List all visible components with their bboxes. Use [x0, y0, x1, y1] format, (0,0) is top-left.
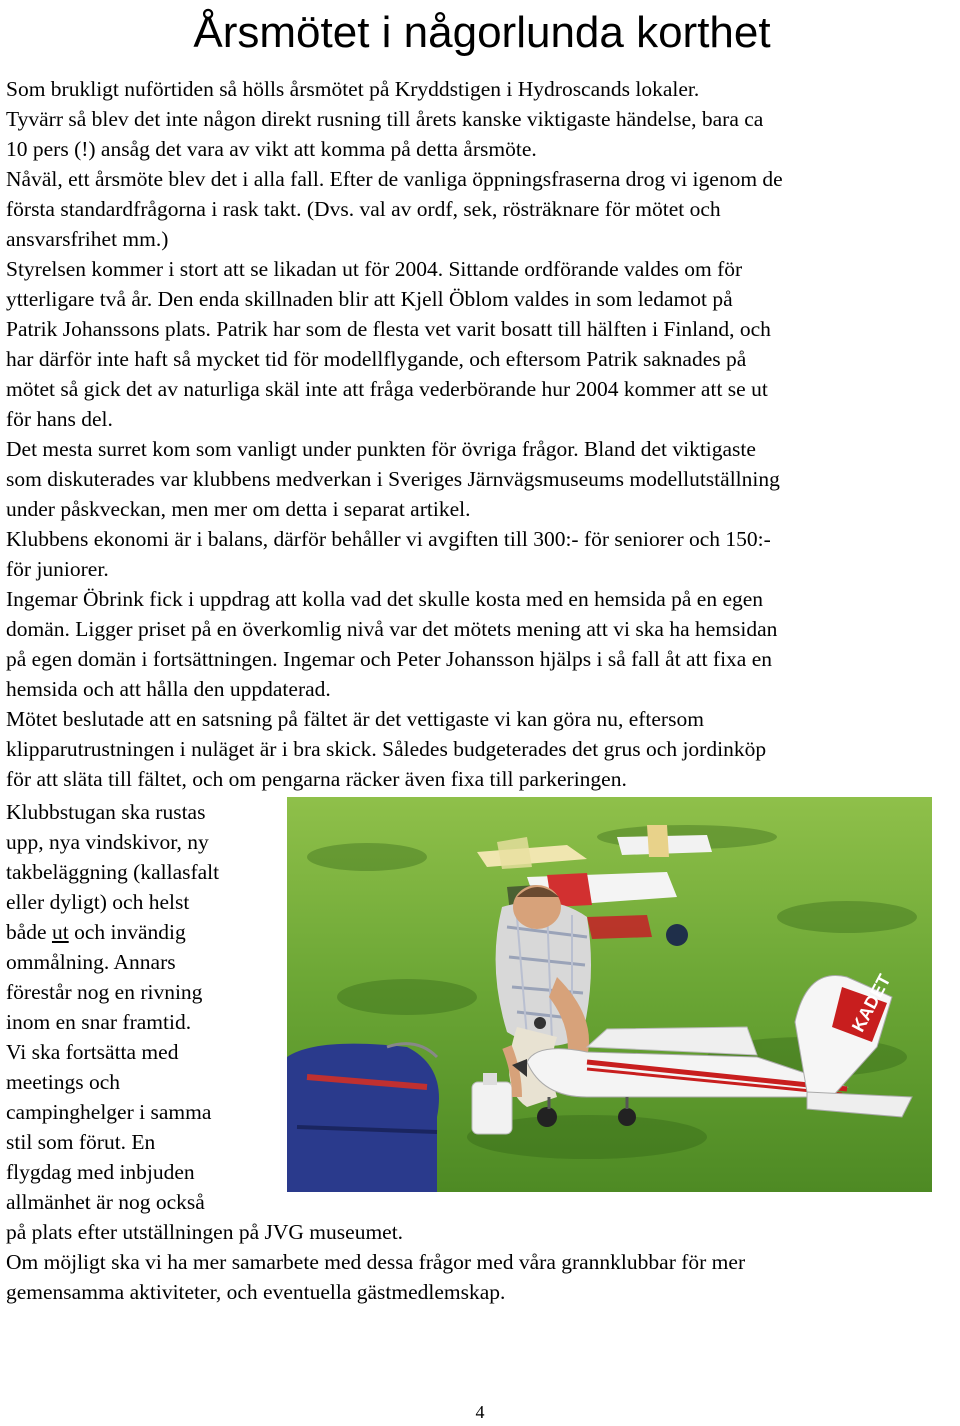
text-line: första standardfrågorna i rask takt. (Dvs. val av ordf, sek, rösträknare för mötet och [6, 197, 721, 221]
text-line: för juniorer. [6, 557, 109, 581]
text-line: gemensamma aktiviteter, och eventuella gästmedlemskap. [6, 1280, 506, 1304]
text-line: upp, nya vindskivor, ny [6, 830, 209, 854]
text-line: eller dyligt) och helst [6, 890, 190, 914]
intro-text [6, 74, 951, 794]
text-line: inom en snar framtid. [6, 1010, 192, 1034]
wing-text: KADET [847, 970, 895, 1036]
text-line: stil som förut. En [6, 1130, 156, 1154]
page-number: 4 [475, 1402, 485, 1422]
text-line: allmänhet är nog också [6, 1190, 205, 1214]
page-title [0, 4, 960, 62]
text-line: på plats efter utställningen på JVG museumet. [6, 1220, 404, 1244]
text-line: för att släta till fältet, och om pengarna räcker även fixa till parkeringen. [6, 767, 627, 791]
text-line: mötet så gick det av naturliga skäl inte att fråga vederbörande hur 2004 kommer att se ut [6, 377, 768, 401]
text-line: campinghelger i samma [6, 1100, 212, 1124]
text-line: förestår nog en rivning [6, 980, 203, 1004]
equipment-bag [287, 1044, 439, 1192]
text-line: för hans del. [6, 407, 113, 431]
text-line: 10 pers (!) ansåg det vara av vikt att komma på detta årsmöte. [6, 137, 537, 161]
text-fragment: både [6, 920, 52, 944]
text-line: flygdag med inbjuden [6, 1160, 195, 1184]
text-line: Mötet beslutade att en satsning på fältet är det vettigaste vi kan göra nu, eftersom [6, 707, 704, 731]
page-title-text: Årsmötet i någorlunda korthet [193, 8, 771, 57]
text-line: takbeläggning (kallasfalt [6, 860, 220, 884]
text-line: hemsida och att hålla den uppdaterad. [6, 677, 331, 701]
text-line: Ingemar Öbrink fick i uppdrag att kolla vad det skulle kosta med en hemsida på en egen [6, 587, 764, 611]
text-line: Nåväl, ett årsmöte blev det i alla fall. Efter de vanliga öppningsfraserna drog vi igenom de [6, 167, 783, 191]
text-fragment: och invändig [68, 920, 186, 944]
text-line: domän. Ligger priset på en överkomlig nivå var det mötets mening att vi ska ha hemsidan [6, 617, 778, 641]
text-line: ommålning. Annars [6, 950, 176, 974]
text-line: Styrelsen kommer i stort att se likadan ut för 2004. Sittande ordförande valdes om för [6, 257, 743, 281]
text-line: meetings och [6, 1070, 121, 1094]
text-line: på egen domän i fortsättningen. Ingemar och Peter Johansson hjälps i så fall åt att fixa en [6, 647, 773, 671]
text-line: Klubbens ekonomi är i balans, därför behåller vi avgiften till 300:- för seniorer och 150:- [6, 527, 771, 551]
underlined-word: ut [51, 920, 69, 944]
text-line: Som brukligt nuförtiden så hölls årsmötet på Kryddstigen i Hydroscands lokaler. [6, 77, 700, 101]
text-line: som diskuterades var klubbens medverkan i Sveriges Järnvägsmuseums modellutställning [6, 467, 780, 491]
text-line: Vi ska fortsätta med [6, 1040, 179, 1064]
text-line: under påskveckan, men mer om detta i separat artikel. [6, 497, 471, 521]
text-line: Klubbstugan ska rustas [6, 800, 206, 824]
model-plane-photo [287, 797, 932, 1192]
text-line: Det mesta surret kom som vanligt under punkten för övriga frågor. Bland det viktigaste [6, 437, 756, 461]
text-line: Patrik Johanssons plats. Patrik har som de flesta vet varit bosatt till hälften i Finland, och [6, 317, 771, 341]
text-line: ansvarsfrihet mm.) [6, 227, 169, 251]
fuel-jug [472, 1073, 512, 1134]
text-line: har därför inte haft så mycket tid för modellflygande, och eftersom Patrik saknades på [6, 347, 747, 371]
text-line: ytterligare två år. Den enda skillnaden blir att Kjell Öblom valdes in som ledamot på [6, 287, 733, 311]
text-line: klipparutrustningen i nuläget är i bra skick. Således budgeterades det grus och jordinköp [6, 737, 767, 761]
closing-text [6, 1217, 951, 1307]
text-line: Om möjligt ska vi ha mer samarbete med dessa frågor med våra grannklubbar för mer [6, 1250, 746, 1274]
text-line [6, 917, 276, 947]
text-line: Tyvärr så blev det inte någon direkt rusning till årets kanske viktigaste händelse, bara ca [6, 107, 764, 131]
left-column-text [6, 797, 276, 1217]
